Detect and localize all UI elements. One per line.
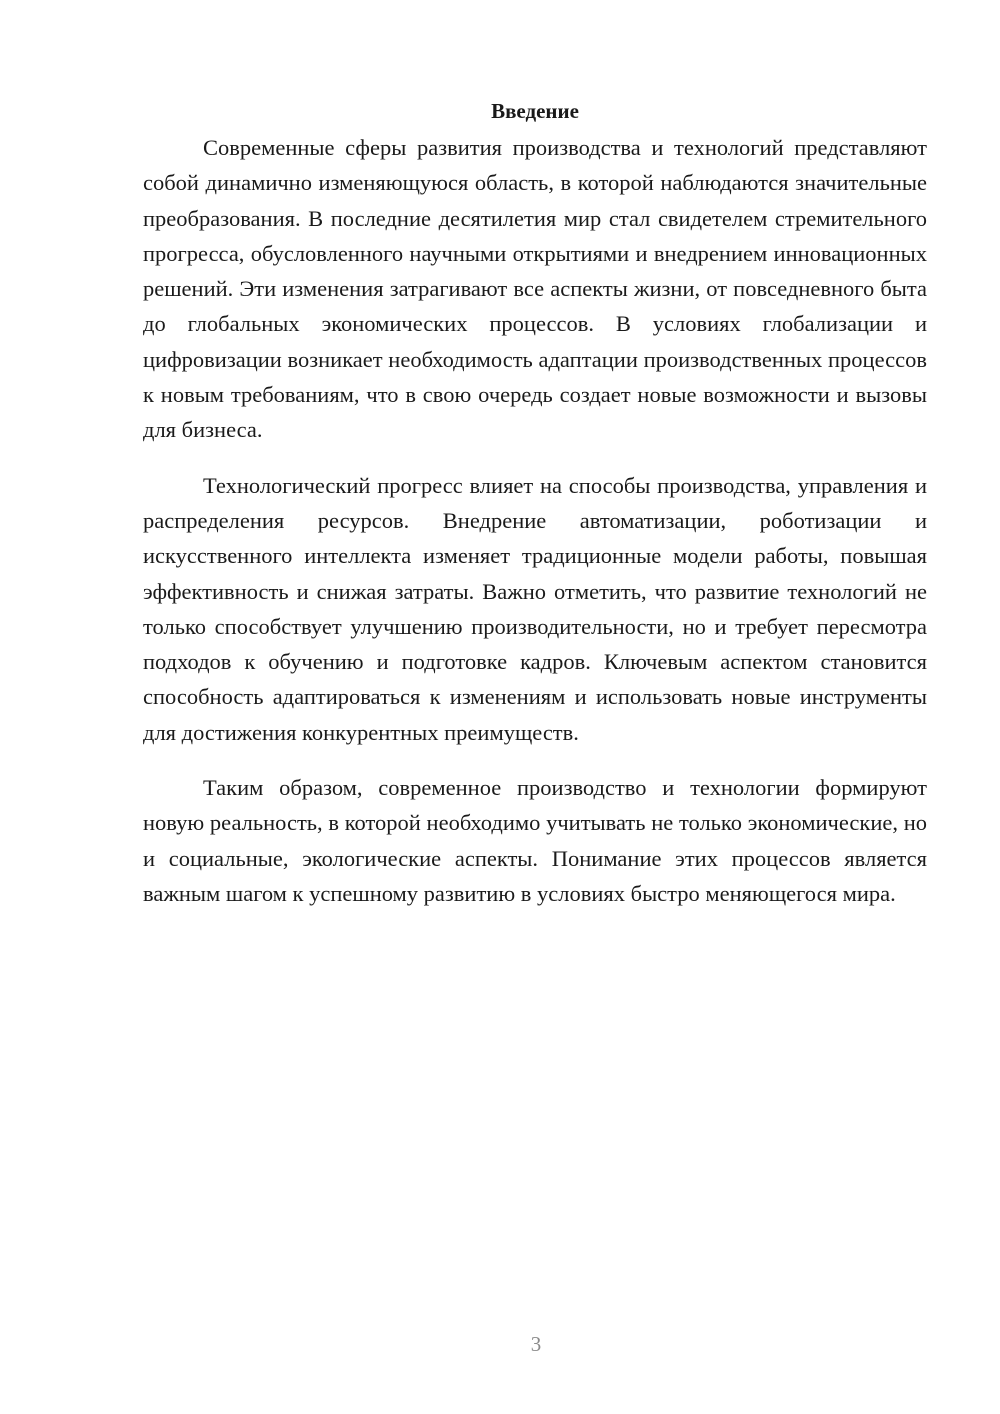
paragraph-1: Современные сферы развития производства и технологий представляют собой динамично изменяющуюся область, в которой наблюдаются значительные преобразования. В последние десятилетия мир стал свидетелем стремительного прогресса, обусловленного научными открытиями и внедрением инновационных решений. Эти изменения затрагивают все аспекты жизни, от повседневного быта до глобальных экономических процессов. В условиях глобализации и цифровизации возникает необходимость адаптации производственных процессов к новым требованиям, что в свою очередь создает новые возможности и вызовы для бизнеса. (143, 135, 927, 443)
section-title: Введение (491, 99, 579, 123)
page-number: 3 (530, 1332, 542, 1356)
paragraph-2: Технологический прогресс влияет на способы производства, управления и распределения ресурсов. Внедрение автоматизации, роботизации и искусственного интеллекта изменяет традиционные модели работы, повышая эффективность и снижая затраты. Важно отметить, что развитие технологий не только способствует улучшению производительности, но и требует пересмотра подходов к обучению и подготовке кадров. Ключевым аспектом становится способность адаптироваться к изменениям и использовать новые инструменты для достижения конкурентных преимуществ. (143, 472, 927, 745)
paragraph-3: Таким образом, современное производство и технологии формируют новую реальность, в которой необходимо учитывать не только экономические, но и социальные, экологические аспекты. Понимание этих процессов является важным шагом к успешному развитию в условиях быстро меняющегося мира. (143, 775, 927, 906)
page-content (143, 96, 927, 931)
